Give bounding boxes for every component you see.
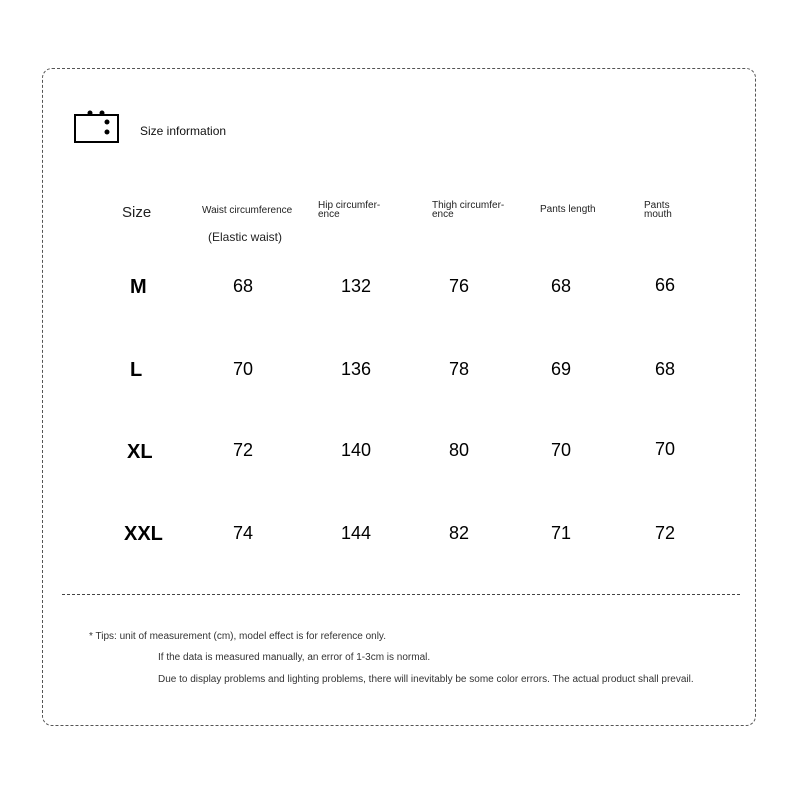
table-cell: 68 [550,276,572,296]
table-cell: 66 [654,275,676,295]
table-cell: 71 [550,523,572,543]
table-cell: 136 [340,359,372,379]
size-label-xl: XL [127,441,153,463]
size-chart-card [42,68,756,726]
table-cell: 144 [340,523,372,543]
logo-icon [74,110,120,144]
column-header-pants-length: Pants length [540,204,596,215]
table-cell: 80 [448,440,470,460]
size-label-m: M [130,276,147,298]
table-cell: 132 [340,276,372,296]
table-cell: 78 [448,359,470,379]
table-cell: 72 [232,440,254,460]
column-header-hip: Hip circumfer- ence [318,200,381,220]
table-cell: 70 [654,439,676,459]
size-label-xxl: XXL [124,523,163,545]
tip-text: If the data is measured manually, an error of 1-3cm is normal. [158,652,431,663]
table-cell: 69 [550,359,572,379]
table-cell: 74 [232,523,254,543]
column-header-thigh: Thigh circumfer- ence [432,200,505,220]
table-cell: 68 [654,359,676,379]
table-cell: 70 [550,440,572,460]
size-column-header: Size [122,204,152,221]
table-cell: 140 [340,440,372,460]
size-label-l: L [130,359,143,381]
table-cell: 82 [448,523,470,543]
table-cell: 68 [232,276,254,296]
divider [62,594,740,595]
elastic-waist-note: (Elastic waist) [208,230,283,244]
tip-text: Due to display problems and lighting problems, there will inevitably be some color errors. The actual product shall prevail. [158,674,694,685]
table-cell: 72 [654,523,676,543]
column-header-pants-mouth: Pants mouth [644,200,672,220]
tip-text: * Tips: unit of measurement (cm), model effect is for reference only. [89,631,386,642]
table-cell: 76 [448,276,470,296]
column-header-waist: Waist circumference [202,205,293,216]
page-title: Size information [140,124,227,138]
table-cell: 70 [232,359,254,379]
